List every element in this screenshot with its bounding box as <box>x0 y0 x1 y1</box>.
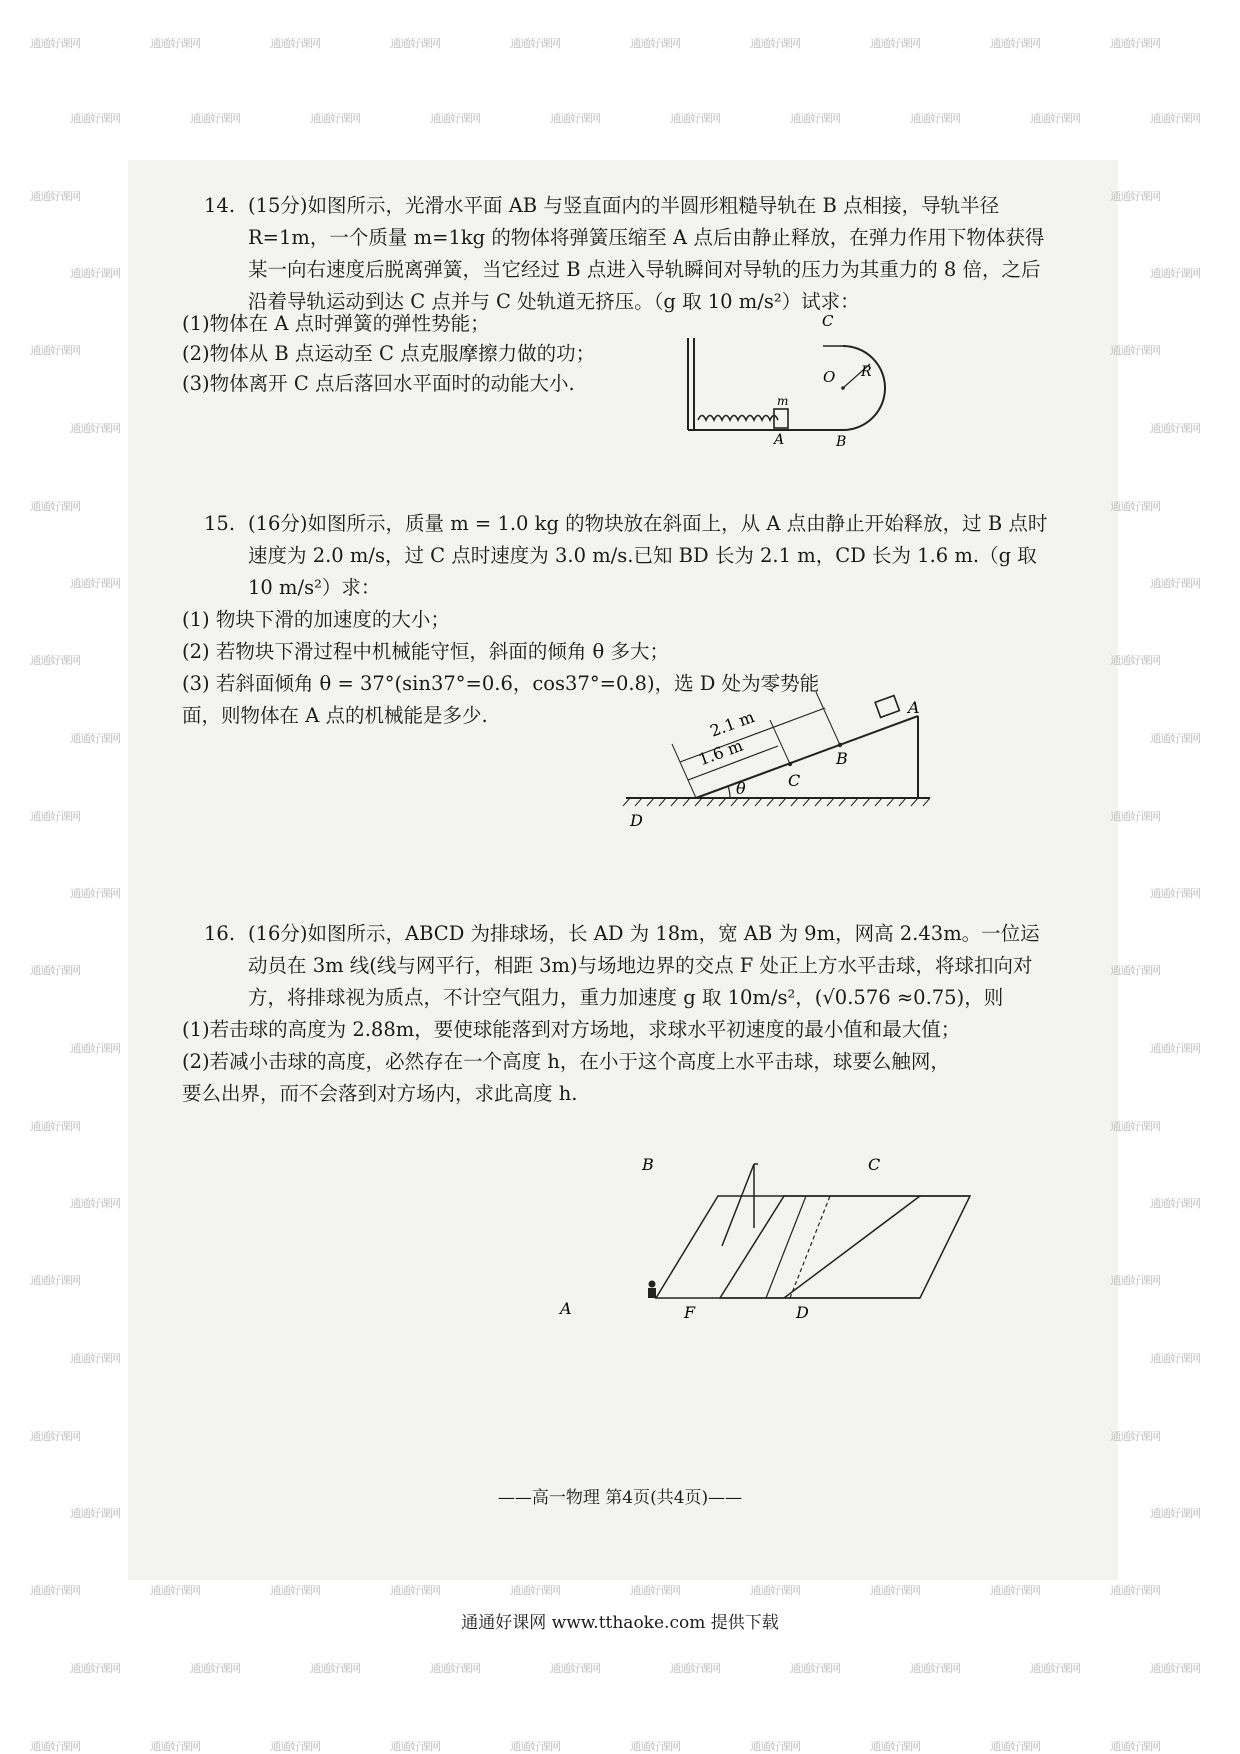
sub-question: (1)物体在 A 点时弹簧的弹性势能； <box>182 312 490 335</box>
extension-line <box>770 720 790 764</box>
watermark: 通通好课网 <box>270 1584 320 1597</box>
watermark: 通通好课网 <box>790 1662 840 1675</box>
block <box>774 409 788 428</box>
watermark: 通通好课网 <box>1150 112 1200 125</box>
watermark: 通通好课网 <box>190 1662 240 1675</box>
label-A: A <box>560 1299 572 1318</box>
watermark: 通通好课网 <box>310 112 360 125</box>
watermark: 通通好课网 <box>150 1584 200 1597</box>
label-A: A <box>774 432 785 448</box>
watermark: 通通好课网 <box>550 112 600 125</box>
watermark: 通通好课网 <box>390 1740 440 1753</box>
label-O: O <box>823 368 836 386</box>
watermark: 通通好课网 <box>510 1740 560 1753</box>
sub-question: (1)若击球的高度为 2.88m，要使球能落到对方场地，求球水平初速度的最小值和最大值； <box>182 1018 961 1041</box>
label-A: A <box>908 698 920 717</box>
watermark: 通通好课网 <box>150 1740 200 1753</box>
watermark: 通通好课网 <box>70 577 120 590</box>
question-number: 15. <box>204 512 236 535</box>
watermark: 通通好课网 <box>750 1740 800 1753</box>
watermark: 通通好课网 <box>790 112 840 125</box>
sub-question: (1) 物块下滑的加速度的大小； <box>182 608 450 631</box>
watermark: 通通好课网 <box>1110 654 1160 667</box>
question-14-parts <box>182 308 642 408</box>
watermark: 通通好课网 <box>70 1042 120 1055</box>
watermark: 通通好课网 <box>1110 964 1160 977</box>
watermark: 通通好课网 <box>1110 1430 1160 1443</box>
watermark: 通通好课网 <box>1110 190 1160 203</box>
watermark: 通通好课网 <box>910 112 960 125</box>
question-15 <box>204 508 1064 599</box>
court-outline <box>656 1196 920 1298</box>
watermark: 通通好课网 <box>30 1430 80 1443</box>
label-B: B <box>836 749 848 768</box>
watermark: 通通好课网 <box>870 1740 920 1753</box>
watermark: 通通好课网 <box>390 1584 440 1597</box>
watermark: 通通好课网 <box>630 1584 680 1597</box>
watermark: 通通好课网 <box>270 1740 320 1753</box>
watermark: 通通好课网 <box>1110 1584 1160 1597</box>
watermark: 通通好课网 <box>630 1740 680 1753</box>
question-stem: (15分)如图所示，光滑水平面 AB 与竖直面内的半圆形粗糙导轨在 B 点相接，导轨半径 R=1m，一个质量 m=1kg 的物体将弹簧压缩至 A 点后由静止释放，在弹力作用下物体获得某一向右速度后脱离弹簧，当它经过 B 点进入导轨瞬间对导轨的压力为其重力的 8 倍，之后沿着导轨运动到达 C 点并与 C 处轨道无挤压。（g 取 10 m/s²）试求： <box>248 194 1045 313</box>
watermark: 通通好课网 <box>70 422 120 435</box>
sub-question: (3) 若斜面倾角 θ = 37°(sin37°=0.6，cos37°=0.8)，选 D 处为零势能面，则物体在 A 点的机械能是多少. <box>182 672 820 727</box>
label-R: R <box>861 364 872 380</box>
ground-hatching <box>623 798 930 806</box>
question-16 <box>204 918 1064 1018</box>
sub-question: (2)物体从 B 点运动至 C 点克服摩擦力做的功； <box>182 342 596 365</box>
sub-question: (2) 若物块下滑过程中机械能守恒，斜面的倾角 θ 多大； <box>182 640 669 663</box>
watermark: 通通好课网 <box>70 112 120 125</box>
watermark: 通通好课网 <box>750 37 800 50</box>
watermark: 通通好课网 <box>510 1584 560 1597</box>
dashed-line <box>790 1196 830 1298</box>
download-credit: 通通好课网 www.tthaoke.com 提供下载 <box>461 1613 779 1633</box>
watermark: 通通好课网 <box>30 654 80 667</box>
watermark: 通通好课网 <box>30 810 80 823</box>
watermark: 通通好课网 <box>1150 1507 1200 1520</box>
label-1.6m: 1.6 m <box>695 735 746 770</box>
watermark: 通通好课网 <box>1030 1662 1080 1675</box>
watermark: 通通好课网 <box>30 344 80 357</box>
watermark: 通通好课网 <box>1110 1120 1160 1133</box>
watermark: 通通好课网 <box>30 1274 80 1287</box>
watermark: 通通好课网 <box>430 1662 480 1675</box>
watermark: 通通好课网 <box>1150 1197 1200 1210</box>
watermark: 通通好课网 <box>70 1662 120 1675</box>
extension-line <box>672 744 696 798</box>
watermark: 通通好课网 <box>30 500 80 513</box>
watermark: 通通好课网 <box>30 1740 80 1753</box>
page-footer: ——高一物理 第4页(共4页)—— <box>497 1488 743 1508</box>
label-B: B <box>836 434 847 450</box>
angle-arc <box>728 786 730 798</box>
label-D: D <box>796 1303 809 1322</box>
watermark: 通通好课网 <box>1110 37 1160 50</box>
watermark: 通通好课网 <box>1150 887 1200 900</box>
center-point <box>841 386 845 390</box>
watermark: 通通好课网 <box>430 112 480 125</box>
watermark: 通通好课网 <box>30 1120 80 1133</box>
watermark: 通通好课网 <box>1110 344 1160 357</box>
three-meter-line <box>766 1196 806 1298</box>
watermark: 通通好课网 <box>70 887 120 900</box>
watermark: 通通好课网 <box>1150 1042 1200 1055</box>
watermark: 通通好课网 <box>990 1740 1040 1753</box>
watermark: 通通好课网 <box>1030 112 1080 125</box>
label-C: C <box>788 771 801 790</box>
watermark: 通通好课网 <box>1150 732 1200 745</box>
question-stem: (16分)如图所示，质量 m = 1.0 kg 的物块放在斜面上，从 A 点由静止开始释放，过 B 点时速度为 2.0 m/s，过 C 点时速度为 3.0 m/s.已知 BD 长为 2.1 m，CD 长为 1.6 m.（g 取 10 m/s²）求： <box>248 512 1048 599</box>
watermark: 通通好课网 <box>270 37 320 50</box>
watermark: 通通好课网 <box>1150 577 1200 590</box>
watermark: 通通好课网 <box>990 37 1040 50</box>
label-C: C <box>822 312 834 330</box>
watermark: 通通好课网 <box>310 1662 360 1675</box>
watermark: 通通好课网 <box>1150 1352 1200 1365</box>
watermark: 通通好课网 <box>510 37 560 50</box>
figure-volleyball-court <box>560 1155 1010 1338</box>
question-16-parts <box>182 1014 1062 1114</box>
semicircle-track <box>843 346 885 430</box>
watermark: 通通好课网 <box>550 1662 600 1675</box>
watermark: 通通好课网 <box>70 1197 120 1210</box>
label-B: B <box>642 1155 654 1174</box>
watermark: 通通好课网 <box>870 37 920 50</box>
question-number: 16. <box>204 922 236 945</box>
watermark: 通通好课网 <box>990 1584 1040 1597</box>
watermark: 通通好课网 <box>390 37 440 50</box>
watermark: 通通好课网 <box>1110 500 1160 513</box>
watermark: 通通好课网 <box>870 1584 920 1597</box>
watermark: 通通好课网 <box>910 1662 960 1675</box>
watermark: 通通好课网 <box>750 1584 800 1597</box>
watermark: 通通好课网 <box>1110 1274 1160 1287</box>
watermark: 通通好课网 <box>1110 1740 1160 1753</box>
label-m: m <box>777 394 789 408</box>
label-theta: θ <box>736 779 746 798</box>
player-head <box>649 1281 656 1288</box>
watermark: 通通好课网 <box>30 37 80 50</box>
watermark: 通通好课网 <box>70 732 120 745</box>
figure-incline <box>600 698 1040 842</box>
watermark: 通通好课网 <box>150 37 200 50</box>
player-body <box>648 1288 656 1298</box>
figure-semicircle-track <box>668 308 938 448</box>
sub-question: (2)若减小击球的高度，必然存在一个高度 h，在小于这个高度上水平击球，球要么触网，要么出界，而不会落到对方场内，求此高度 h. <box>182 1050 950 1105</box>
watermark: 通通好课网 <box>70 1352 120 1365</box>
label-C: C <box>868 1155 881 1174</box>
watermark: 通通好课网 <box>1150 1662 1200 1675</box>
watermark: 通通好课网 <box>670 112 720 125</box>
watermark: 通通好课网 <box>190 112 240 125</box>
watermark: 通通好课网 <box>1110 810 1160 823</box>
label-D: D <box>630 811 643 830</box>
watermark: 通通好课网 <box>30 190 80 203</box>
watermark: 通通好课网 <box>1150 267 1200 280</box>
watermark: 通通好课网 <box>70 1507 120 1520</box>
watermark: 通通好课网 <box>70 267 120 280</box>
sub-question: (3)物体离开 C 点后落回水平面时的动能大小. <box>182 372 575 395</box>
court-far-half <box>720 1196 970 1298</box>
question-stem: (16分)如图所示，ABCD 为排球场，长 AD 为 18m，宽 AB 为 9m，网高 2.43m。一位运动员在 3m 线(线与网平行，相距 3m)与场地边界的交点 F 处正上方水平击球，将球扣向对方，将排球视为质点，不计空气阻力，重力加速度 g 取 10m/s²，(√0.576 ≈0.75)，则 <box>248 922 1040 1009</box>
spring <box>698 416 778 421</box>
watermark: 通通好课网 <box>1150 422 1200 435</box>
label-F: F <box>684 1303 696 1322</box>
question-number: 14. <box>204 194 236 217</box>
watermark: 通通好课网 <box>630 37 680 50</box>
watermark: 通通好课网 <box>30 1584 80 1597</box>
label-2.1m: 2.1 m <box>707 707 757 741</box>
watermark: 通通好课网 <box>30 964 80 977</box>
watermark: 通通好课网 <box>670 1662 720 1675</box>
